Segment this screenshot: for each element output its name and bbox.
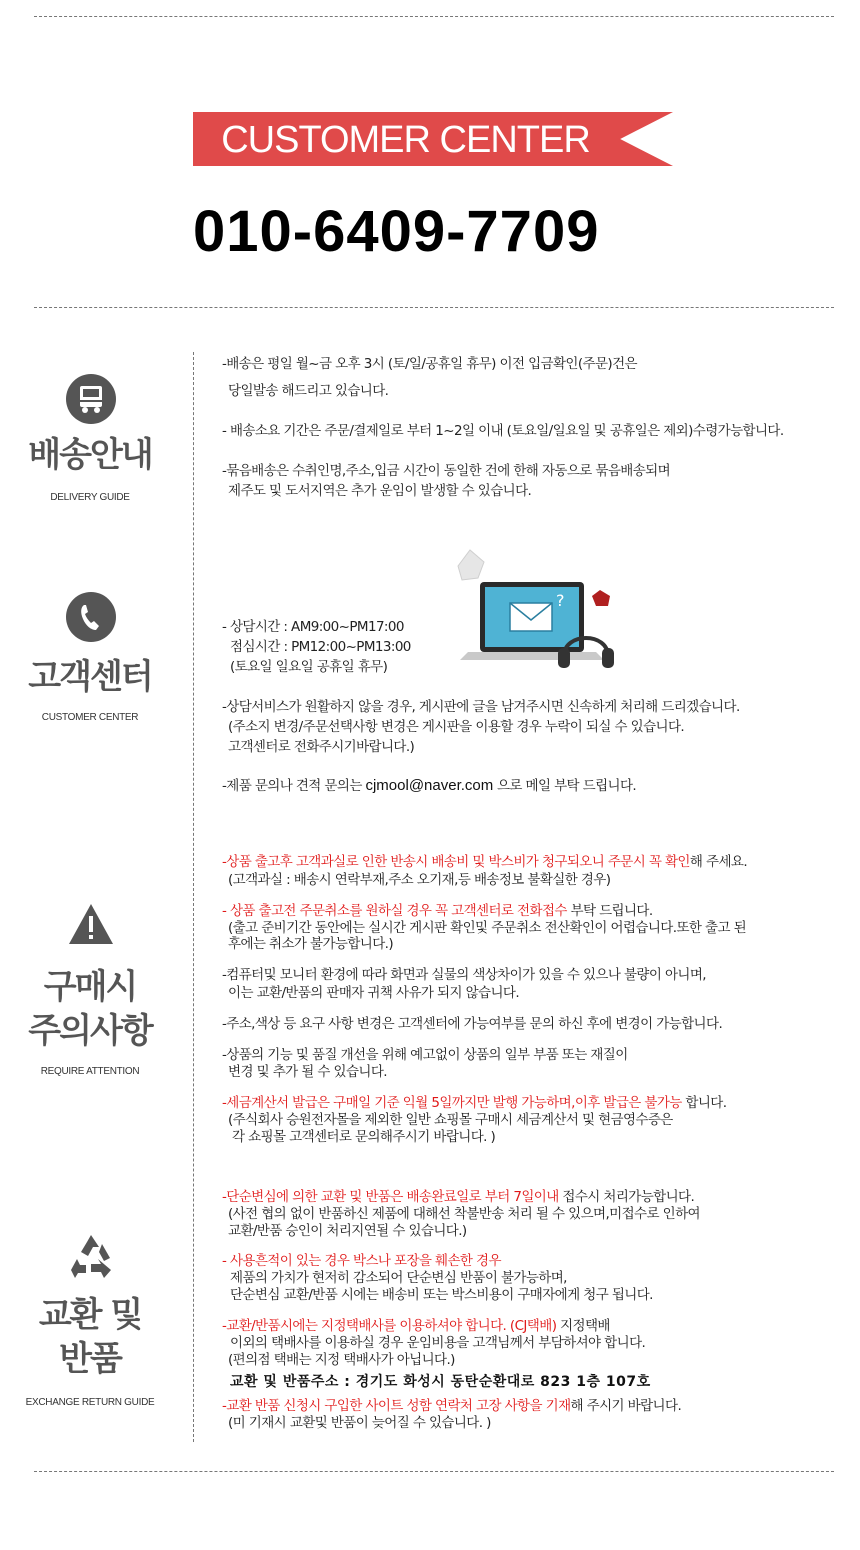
exchange-title-2: 반품 <box>59 1339 121 1379</box>
caution-p2-red: - 상품 출고전 주문취소를 원하실 경우 꼭 고객센터로 전화접수 <box>222 903 567 919</box>
svg-text:?: ? <box>556 591 565 610</box>
exchange-subtitle: EXCHANGE RETURN GUIDE <box>25 1397 155 1408</box>
caution-p6-tail: 합니다. <box>681 1095 727 1111</box>
caution-p3-line1: -컴퓨터및 모니터 환경에 따라 화면과 실물의 색상차이가 있을 수 있으나 불량이 아니며, <box>222 967 707 983</box>
exchange-q1-tail: 접수시 처리가능합니다. <box>558 1189 695 1205</box>
hours-line-1: - 상담시간 : AM9:00~PM17:00 <box>222 619 404 635</box>
caution-p6-line3: 각 쇼핑몰 고객센터로 문의해주시기 바랍니다. ) <box>232 1129 496 1145</box>
caution-p1-line2: (고객과실 : 배송시 연락부재,주소 오기재,등 배송정보 불확실한 경우) <box>228 872 611 888</box>
phone-icon <box>66 592 116 642</box>
delivery-line-4: -묶음배송은 수취인명,주소,입금 시간이 동일한 건에 한해 자동으로 묶음배송되며 <box>222 463 671 479</box>
exchange-q3-tail: 지정택배 <box>556 1318 610 1334</box>
recycle-icon <box>66 1232 116 1282</box>
truck-icon <box>66 374 116 424</box>
delivery-subtitle: DELIVERY GUIDE <box>50 492 130 503</box>
customer-line-3: 고객센터로 전화주시기바랍니다.) <box>228 739 415 755</box>
caution-title-2: 주의사항 <box>28 1011 152 1051</box>
caution-p2-line2: (출고 준비기간 동안에는 실시간 게시판 확인및 주문취소 전산확인이 어렵습니다.또한 출고 된 <box>228 920 747 936</box>
exchange-q3-red: -교환/반품시에는 지정택배사를 이용하셔야 합니다. (CJ택배) <box>222 1318 557 1334</box>
phone-number: 010-6409-7709 <box>193 199 600 264</box>
exchange-q2-line3: 단순변심 교환/반품 시에는 배송비 또는 박스비용이 구매자에게 청구 됩니다. <box>230 1287 653 1303</box>
delivery-title: 배송안내 <box>28 435 152 475</box>
caution-p1-tail: 해 주세요. <box>689 854 748 870</box>
exchange-q3-line2: 이외의 택배사를 이용하실 경우 운임비용을 고객님께서 부담하셔야 합니다. <box>230 1335 646 1351</box>
caution-p4: -주소,색상 등 요구 사항 변경은 고객센터에 가능여부를 문의 하신 후에 변경이 가능합니다. <box>222 1016 723 1032</box>
delivery-line-5: 제주도 및 도서지역은 추가 운임이 발생할 수 있습니다. <box>228 483 532 499</box>
customer-line-1: -상담서비스가 원활하지 않을 경우, 게시판에 글을 남겨주시면 신속하게 처리해 드리겠습니다. <box>222 699 740 715</box>
caution-p3-line2: 이는 교환/반품의 판매자 귀책 사유가 되지 않습니다. <box>228 985 520 1001</box>
customer-line-2: (주소지 변경/주문선택사항 변경은 게시판을 이용할 경우 누락이 되실 수 있습니다. <box>228 719 685 735</box>
email-prefix: -제품 문의나 견적 문의는 <box>222 778 362 794</box>
exchange-q1-line3: 교환/반품 승인이 처리지연될 수 있습니다.) <box>228 1223 467 1239</box>
customer-subtitle: CUSTOMER CENTER <box>41 712 139 723</box>
customer-center-banner <box>193 112 673 166</box>
caution-p2-line3: 후에는 취소가 불가능합니다.) <box>228 936 394 952</box>
exchange-q2-line2: 제품의 가치가 현저히 감소되어 단순변심 반품이 불가능하며, <box>230 1270 567 1286</box>
exchange-title-1: 교환 및 <box>38 1295 142 1335</box>
top-divider <box>34 16 834 17</box>
exchange-q4-red: -교환 반품 신청시 구입한 사이트 성함 연락처 고장 사항을 기재 <box>222 1398 571 1414</box>
exchange-q2-red: - 사용흔적이 있는 경우 박스나 포장을 훼손한 경우 <box>222 1253 501 1269</box>
hours-line-3: (토요일 일요일 공휴일 휴무) <box>230 659 388 675</box>
banner-label: CUSTOMER CENTER <box>221 119 590 161</box>
delivery-line-3: - 배송소요 기간은 주문/결제일로 부터 1~2일 이내 (토요일/일요일 및 공휴일은 제외)수령가능합니다. <box>222 423 784 439</box>
exchange-q4-tail: 해 주시기 바랍니다. <box>570 1398 682 1414</box>
return-address: 교환 및 반품주소 : 경기도 화성시 동탄순환대로 823 1층 107호 <box>230 1374 651 1390</box>
exchange-q1-line2: (사전 협의 없이 반품하신 제품에 대해선 착불반송 처리 될 수 있으며,미접수로 인하여 <box>228 1206 700 1222</box>
caution-title-1: 구매시 <box>43 967 137 1007</box>
email-address[interactable]: cjmool@naver.com <box>365 777 494 794</box>
warning-icon <box>68 902 114 946</box>
delivery-line-2: 당일발송 해드리고 있습니다. <box>228 383 389 399</box>
laptop-support-illustration <box>448 548 628 678</box>
caution-subtitle: REQUIRE ATTENTION <box>40 1066 140 1077</box>
exchange-q1-red: -단순변심에 의한 교환 및 반품은 배송완료일로 부터 7일이내 <box>222 1189 559 1205</box>
section-vertical-divider <box>193 352 194 1442</box>
email-line <box>222 776 636 796</box>
header-divider <box>34 307 834 308</box>
customer-title: 고객센터 <box>28 657 152 697</box>
caution-p6-line2: (주식회사 승원전자몰을 제외한 일반 쇼핑몰 구매시 세금계산서 및 현금영수증은 <box>228 1112 673 1128</box>
caution-p5-line1: -상품의 기능 및 품질 개선을 위해 예고없이 상품의 일부 부품 또는 재질이 <box>222 1047 628 1063</box>
hours-line-2: 점심시간 : PM12:00~PM13:00 <box>230 639 411 655</box>
exchange-q3-line3: (편의점 택배는 지정 택배사가 아닙니다.) <box>228 1352 455 1368</box>
caution-p6-red: -세금계산서 발급은 구매일 기준 익월 5일까지만 발행 가능하며,이후 발급은 불가능 <box>222 1095 682 1111</box>
email-suffix: 으로 메일 부탁 드립니다. <box>496 778 637 794</box>
bottom-divider <box>34 1471 834 1472</box>
caution-p5-line2: 변경 및 추가 될 수 있습니다. <box>228 1064 387 1080</box>
exchange-q4-line2: (미 기재시 교환및 반품이 늦어질 수 있습니다. ) <box>228 1415 491 1431</box>
caution-p1 <box>222 853 747 872</box>
caution-p1-red: -상품 출고후 고객과실로 인한 반송시 배송비 및 박스비가 청구되오니 주문시 꼭 확인 <box>222 854 690 870</box>
caution-p2-tail: 부탁 드립니다. <box>566 903 653 919</box>
delivery-line-1: -배송은 평일 월~금 오후 3시 (토/일/공휴일 휴무) 이전 입금확인(주문)건은 <box>222 356 637 372</box>
